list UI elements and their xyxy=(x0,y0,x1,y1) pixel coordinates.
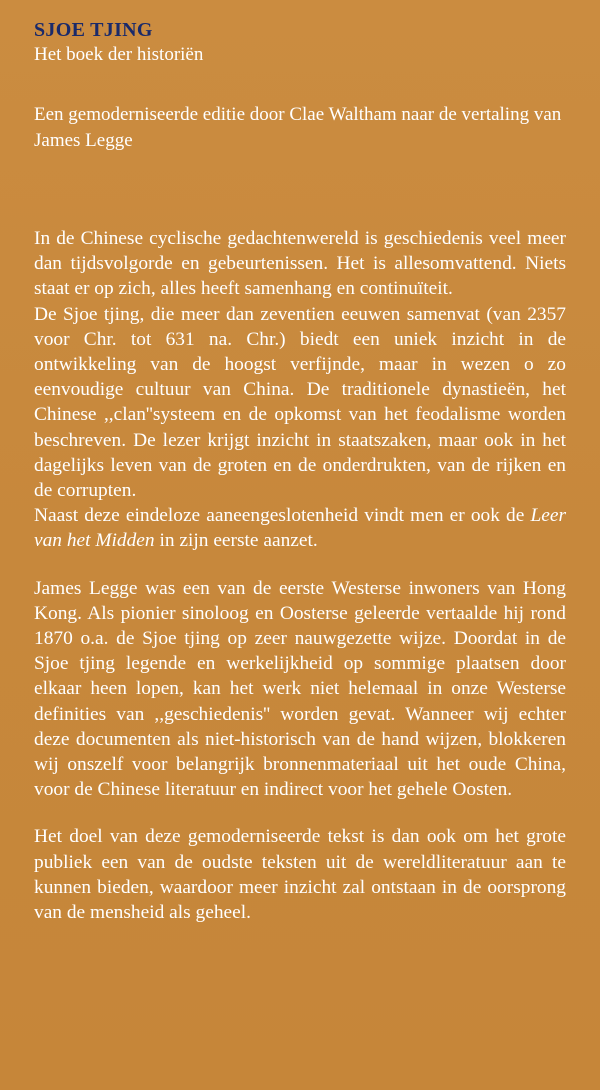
description-section xyxy=(34,226,566,554)
description-paragraph-2: De Sjoe tjing, die meer dan zeventien eeuwen samenvat (van 2357 voor Chr. tot 631 na. Chr.) biedt een uniek inzicht in de ontwikkeling van de hoogst verfijnde, maar in wezen o zo eenvoudige cultuur van China. De traditionele dynastieën, het Chinese ,,clan''systeem en de opkomst van het feodalisme worden beschreven. De lezer krijgt inzicht in staatszaken, maar ook in het dagelijks leven van de groten en de onderdrukten, van de rijken en de corrupten. xyxy=(34,303,566,502)
paragraph-3-start: Naast deze eindeloze aaneengeslotenheid vindt men er ook de xyxy=(34,505,531,527)
italic-work-title: Leer van het Midden xyxy=(34,505,566,552)
book-title: SJOE TJING xyxy=(34,19,153,41)
paragraph-3-end: in zijn eerste aanzet. xyxy=(154,530,318,552)
purpose-section xyxy=(34,824,566,925)
translator-paragraph: James Legge was een van de eerste Westerse inwoners van Hong Kong. Als pionier sinoloog en Oosterse geleerde vertaalde hij rond 1870 o.a. de Sjoe tjing op zeer nauwgezette wijze. Doordat in de Sjoe tjing legende en werkelijkheid op sommige plaatsen door elkaar heen lopen, kan het werk niet helemaal in onze Westerse definities van ,,geschiedenis'' worden gevat. Wanneer wij echter deze documenten als niet-historisch van de hand wijzen, blokkeren wij onszelf voor belangrijk bronnenmateriaal uit het oude China, voor de Chinese literatuur en indirect voor het gehele Oosten. xyxy=(34,577,566,801)
purpose-paragraph: Het doel van deze gemoderniseerde tekst is dan ook om het grote publiek een van de oudste teksten uit de wereldliteratuur aan te kunnen bieden, waardoor meer inzicht zal ontstaan in de oorsprong van de mensheid als geheel. xyxy=(34,826,566,924)
description-paragraph-3 xyxy=(34,503,566,553)
description-paragraph-1: In de Chinese cyclische gedachtenwereld is geschiedenis veel meer dan tijdsvolgorde en gebeurtenissen. Het is allesomvattend. Niets staat er op zich, alles heeft samenhang en continuïteit. xyxy=(34,228,566,300)
translator-section xyxy=(34,576,566,803)
edition-note: Een gemoderniseerde editie door Clae Waltham naar de vertaling van James Legge xyxy=(34,104,562,151)
book-subtitle: Het boek der historiën xyxy=(34,44,204,65)
